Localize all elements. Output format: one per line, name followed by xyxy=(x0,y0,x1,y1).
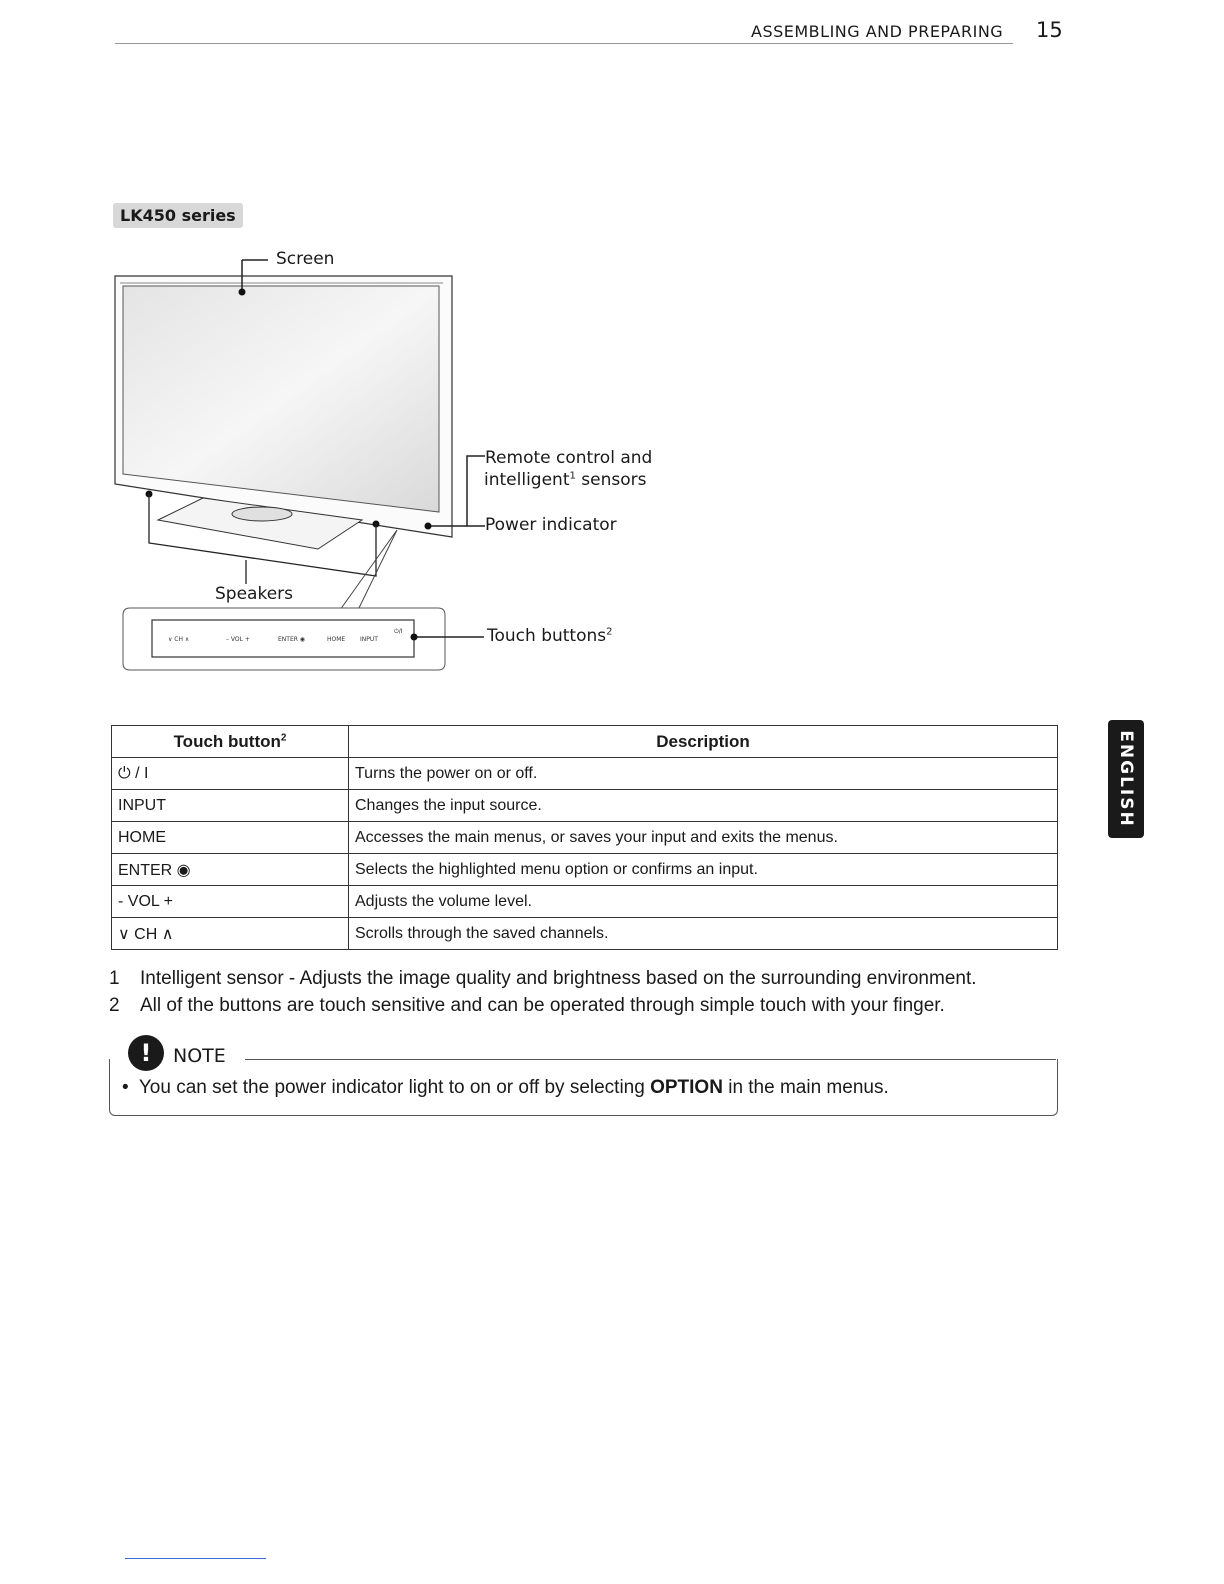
strip-ch: ∨ CH ∧ xyxy=(168,636,190,643)
sensors-label-line1: Remote control and xyxy=(485,448,653,468)
button-cell: - VOL + xyxy=(112,886,349,918)
table-row xyxy=(112,918,1058,950)
strip-input: INPUT xyxy=(360,636,378,643)
tv-diagram xyxy=(0,0,700,700)
button-cell: HOME xyxy=(112,822,349,854)
power-dot xyxy=(425,523,432,530)
strip-power: ⏻/I xyxy=(394,628,403,635)
description-cell: Accesses the main menus, or saves your input and exits the menus. xyxy=(349,822,1058,854)
table-row xyxy=(112,790,1058,822)
table-row xyxy=(112,886,1058,918)
note-text: • You can set the power indicator light to on or off by selecting OPTION in the main menus. xyxy=(122,1077,889,1098)
header-description: Description xyxy=(349,726,1058,758)
bottom-rule xyxy=(125,1558,266,1559)
strip-enter: ENTER ◉ xyxy=(278,636,306,643)
description-cell: Changes the input source. xyxy=(349,790,1058,822)
button-cell: ENTER ◉ xyxy=(112,854,349,886)
button-cell: ∨ CH ∧ xyxy=(112,918,349,950)
header-touch-button: Touch button$^2$ xyxy=(112,726,349,758)
footnote-1: 1 Intelligent sensor - Adjusts the image quality and brightness based on the surrounding environment. xyxy=(109,968,977,989)
note-label: NOTE xyxy=(173,1045,226,1067)
tv-screen xyxy=(123,286,439,512)
button-cell: ⏻ / I xyxy=(112,758,349,790)
section-title: ASSEMBLING AND PREPARING xyxy=(751,22,1004,41)
page-number: 15 xyxy=(1036,18,1063,42)
table-row xyxy=(112,822,1058,854)
speakers-label: Speakers xyxy=(215,584,294,604)
stand-neck xyxy=(232,507,292,521)
description-cell: Selects the highlighted menu option or confirms an input. xyxy=(349,854,1058,886)
table-header-row xyxy=(112,726,1058,758)
screen-label: Screen xyxy=(276,249,335,269)
strip-home: HOME xyxy=(327,636,346,643)
zoom-lines xyxy=(340,530,397,610)
button-cell: INPUT xyxy=(112,790,349,822)
language-tab: ENGLISH xyxy=(1108,720,1144,838)
sensor-bracket xyxy=(467,456,485,526)
description-cell: Adjusts the volume level. xyxy=(349,886,1058,918)
table-row xyxy=(112,854,1058,886)
touch-button-table xyxy=(111,725,1058,950)
description-cell: Scrolls through the saved channels. xyxy=(349,918,1058,950)
note-top-rule xyxy=(245,1059,1056,1060)
description-cell: Turns the power on or off. xyxy=(349,758,1058,790)
sensors-label-line2: intelligent$^1$ sensors xyxy=(484,470,647,490)
touch-dot xyxy=(411,634,418,641)
touch-buttons-label: Touch buttons$^2$ xyxy=(487,626,613,646)
table-row xyxy=(112,758,1058,790)
power-indicator-label: Power indicator xyxy=(485,515,617,535)
strip-vol: – VOL + xyxy=(226,636,250,643)
series-label: LK450 series xyxy=(113,203,243,228)
warning-icon: ! xyxy=(128,1035,164,1071)
footnote-2: 2 All of the buttons are touch sensitive and can be operated through simple touch with your finger. xyxy=(109,995,945,1016)
screen-dot xyxy=(239,289,246,296)
